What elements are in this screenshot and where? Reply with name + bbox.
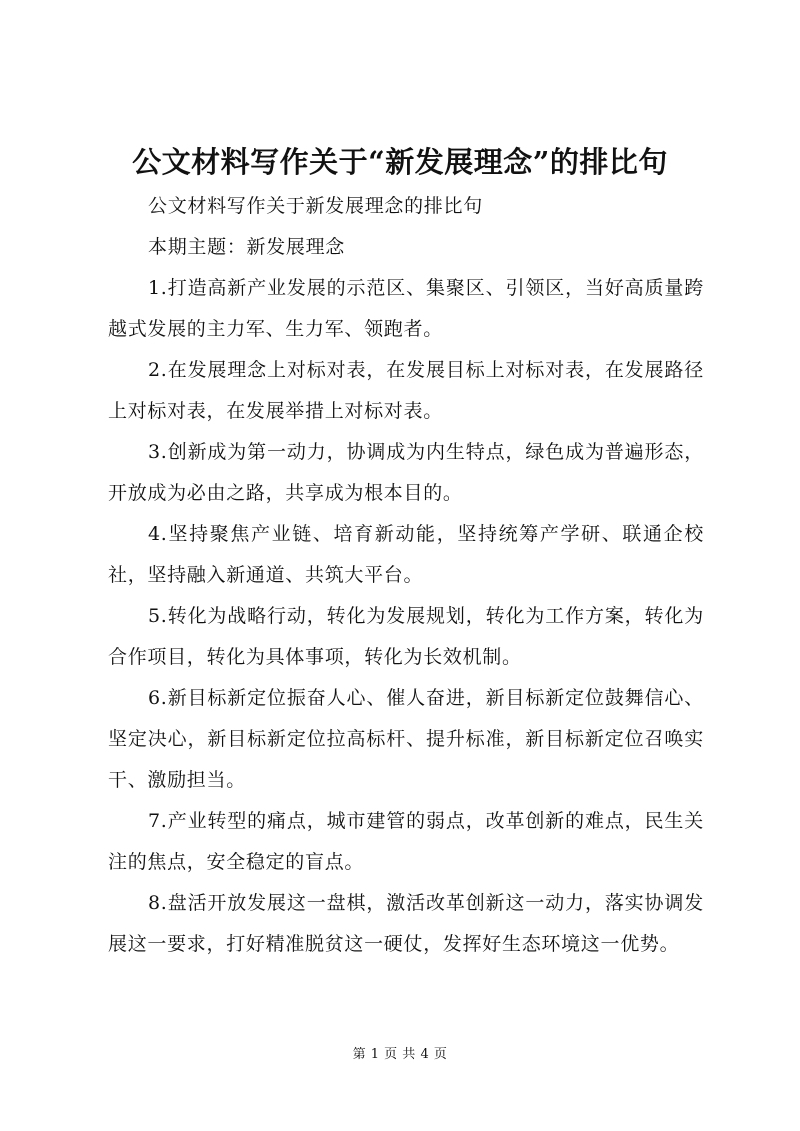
paragraph-item-1: 1.打造高新产业发展的示范区、集聚区、引领区，当好高质量跨越式发展的主力军、生力军、领跑者。 — [108, 277, 704, 340]
paragraph-item-3: 3.创新成为第一动力，协调成为内生特点，绿色成为普遍形态，开放成为必由之路，共享成为根本目的。 — [108, 441, 704, 504]
paragraph-item-5: 5.转化为战略行动，转化为发展规划，转化为工作方案，转化为合作项目，转化为具体事项，转化为长效机制。 — [108, 605, 704, 668]
paragraph-theme: 本期主题：新发展理念 — [148, 236, 346, 258]
paragraph-item-4: 4.坚持聚焦产业链、培育新动能，坚持统筹产学研、联通企校社，坚持融入新通道、共筑大平台。 — [108, 523, 704, 586]
paragraph-item-7: 7.产业转型的痛点，城市建管的弱点，改革创新的难点，民生关注的焦点，安全稳定的盲点。 — [108, 810, 704, 873]
page-number-footer: 第 1 页 共 4 页 — [352, 1047, 448, 1062]
paragraph-item-2: 2.在发展理念上对标对表，在发展目标上对标对表，在发展路径上对标对表，在发展举措上对标对表。 — [108, 359, 704, 422]
paragraph-subtitle: 公文材料写作关于新发展理念的排比句 — [148, 195, 483, 217]
paragraph-item-8: 8.盘活开放发展这一盘棋，激活改革创新这一动力，落实协调发展这一要求，打好精准脱贫这一硬仗，发挥好生态环境这一优势。 — [108, 892, 704, 955]
paragraph-item-6: 6.新目标新定位振奋人心、催人奋进，新目标新定位鼓舞信心、坚定决心，新目标新定位拉高标杆、提升标准，新目标新定位召唤实干、激励担当。 — [108, 687, 704, 791]
document-title: 公文材料写作关于“新发展理念”的排比句 — [132, 145, 668, 179]
document-body — [108, 186, 704, 965]
